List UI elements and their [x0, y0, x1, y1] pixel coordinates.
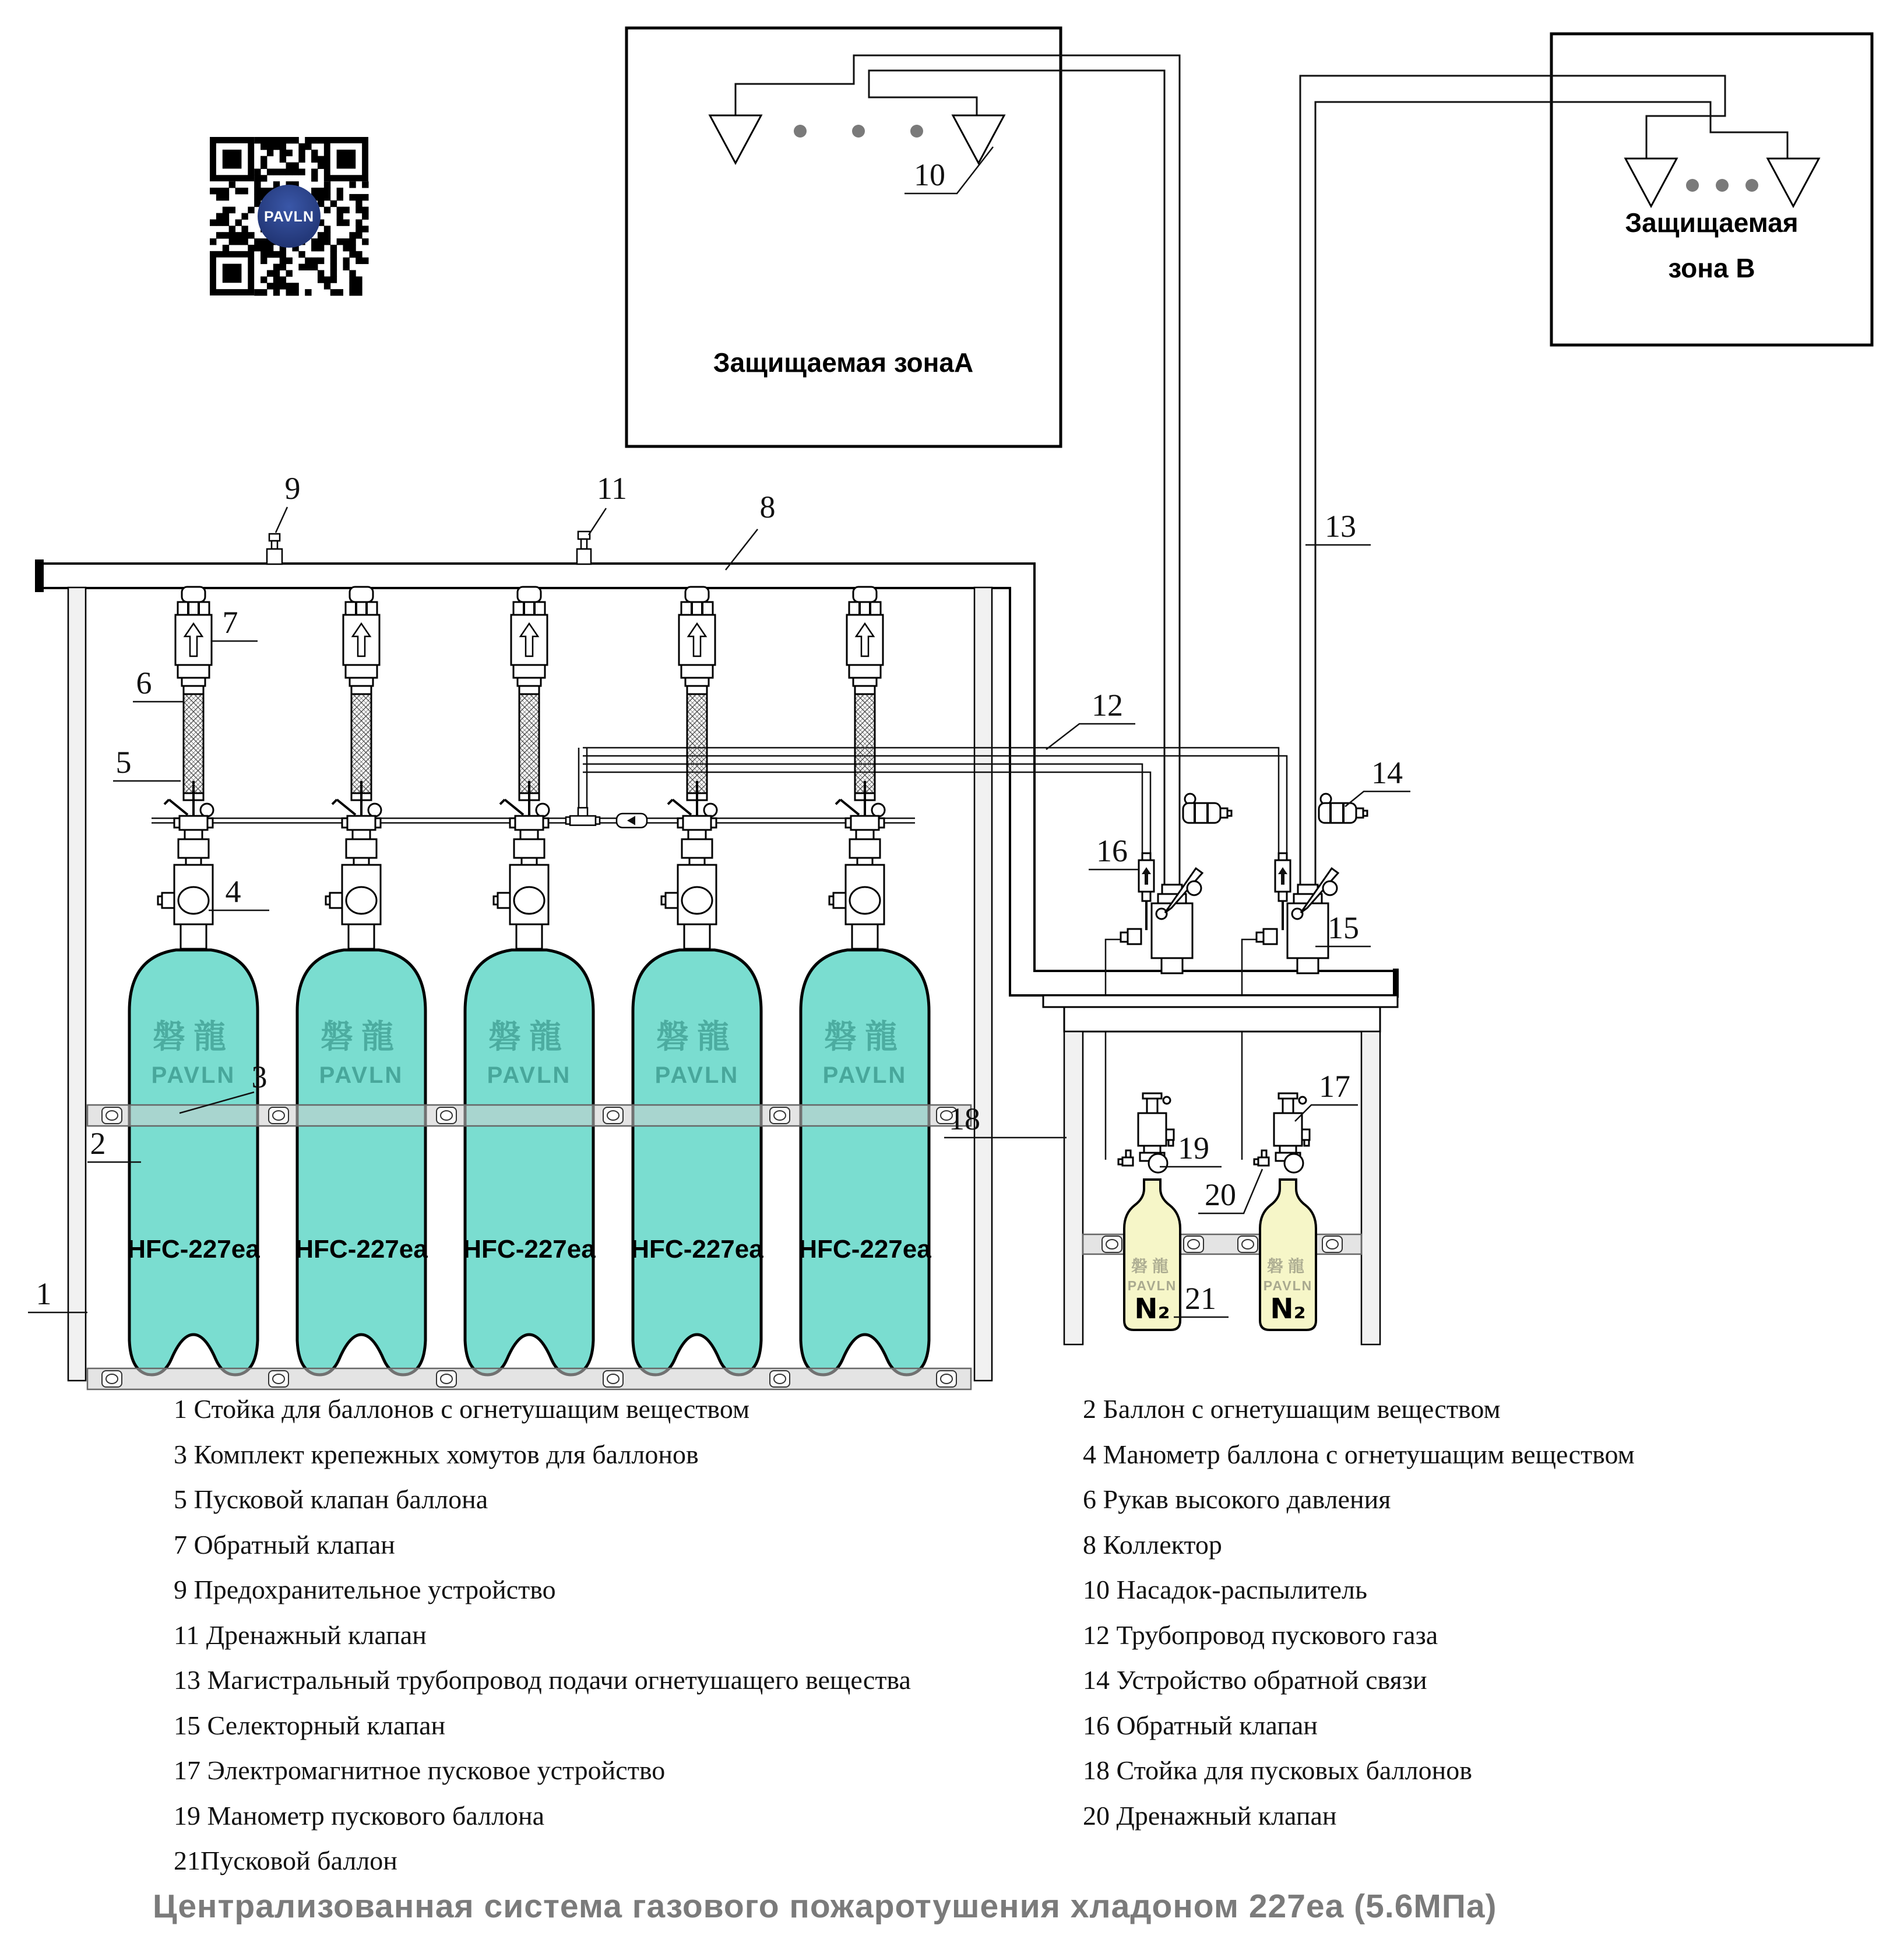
legend-item: 17 Электромагнитное пусковое устройство [174, 1755, 666, 1785]
qr-code [210, 137, 369, 296]
callout-17: 17 [1319, 1069, 1350, 1104]
cylinder-brand-cn: 磐龍 [153, 1018, 234, 1056]
svg-text:磐龍: 磐龍 [488, 1018, 570, 1056]
callout-15: 15 [1328, 910, 1359, 945]
callout-1: 1 [36, 1276, 52, 1311]
callout-13: 13 [1325, 509, 1356, 544]
legend-right-column [1083, 1386, 1635, 1838]
zone-b-label-line1: Защищаемая [1625, 207, 1799, 238]
svg-text:PAVLN: PAVLN [319, 1062, 404, 1088]
svg-text:磐龍: 磐龍 [824, 1018, 906, 1056]
qr-logo-text: PAVLN [263, 209, 315, 225]
svg-text:磐龍: 磐龍 [1131, 1256, 1174, 1276]
legend-item: 15 Селекторный клапан [174, 1710, 446, 1740]
callout-20: 20 [1205, 1177, 1236, 1212]
svg-text:HFC-227ea: HFC-227ea [798, 1235, 931, 1263]
legend-item: 18 Стойка для пусковых баллонов [1083, 1755, 1472, 1785]
legend-item: 11 Дренажный клапан [174, 1620, 427, 1650]
hfc-cylinder-2 [295, 587, 428, 1375]
zone-a-label: Защищаемая зонаА [713, 347, 974, 378]
callout-16: 16 [1096, 833, 1128, 868]
callout-11: 11 [597, 471, 627, 506]
legend-item: 14 Устройство обратной связи [1083, 1665, 1427, 1695]
zone-a-box [627, 28, 1061, 446]
callout-5: 5 [115, 745, 132, 780]
pilot-check-valve-icon [617, 814, 647, 828]
callout-3: 3 [251, 1060, 268, 1094]
legend-item: 6 Рукав высокого давления [1083, 1484, 1391, 1514]
legend-item: 16 Обратный клапан [1083, 1710, 1318, 1740]
zone-b-box [1551, 34, 1872, 345]
svg-text:磐龍: 磐龍 [656, 1018, 738, 1056]
hfc-cylinder-5 [798, 587, 931, 1375]
pilot-cylinder-label: N₂ [1134, 1293, 1170, 1325]
legend-item: 20 Дренажный клапан [1083, 1800, 1337, 1831]
callout-2: 2 [90, 1126, 106, 1161]
hfc-cylinder-4 [631, 587, 763, 1375]
svg-text:PAVLN: PAVLN [654, 1062, 740, 1088]
cylinder-brand-latin: PAVLN [151, 1062, 236, 1088]
callout-18: 18 [949, 1101, 980, 1136]
legend-left-column [174, 1386, 911, 1884]
callout-7: 7 [222, 605, 238, 640]
legend-item: 9 Предохранительное устройство [174, 1575, 556, 1604]
rack-post-left [68, 587, 86, 1381]
legend-item: 21Пусковой баллон [174, 1846, 397, 1875]
diagram-title: Централизованная система газового пожаротушения хладоном 227ea (5.6МПа) [153, 1888, 1497, 1925]
callout-10: 10 [914, 157, 945, 192]
legend-item: 10 Насадок-распылитель [1083, 1575, 1367, 1604]
drain-valve-manifold [577, 532, 591, 564]
svg-text:PAVLN: PAVLN [1263, 1278, 1313, 1293]
zone-b-label-line2: зона B [1668, 253, 1755, 283]
callout-19: 19 [1178, 1131, 1209, 1166]
callout-14: 14 [1371, 755, 1403, 790]
pilot-tee-fitting [566, 808, 600, 825]
svg-text:HFC-227ea: HFC-227ea [295, 1235, 428, 1263]
legend-item: 4 Манометр баллона с огнетушащим веществом [1083, 1439, 1635, 1469]
svg-text:磐龍: 磐龍 [1266, 1256, 1310, 1276]
rack-post-right [974, 587, 992, 1381]
legend-item: 19 Манометр пускового баллона [174, 1800, 545, 1831]
callout-12: 12 [1092, 688, 1123, 723]
legend-item: 13 Магистральный трубопровод подачи огнетушащего вещества [174, 1665, 911, 1695]
selector-valve-b [1257, 868, 1338, 973]
svg-text:HFC-227ea: HFC-227ea [463, 1235, 596, 1263]
legend-item: 8 Коллектор [1083, 1529, 1222, 1560]
pilot-bench [1043, 995, 1398, 1344]
callout-4: 4 [225, 874, 241, 909]
legend-item: 2 Баллон с огнетушащим веществом [1083, 1394, 1501, 1424]
selector-valve-a [1121, 868, 1202, 973]
callout-6: 6 [136, 666, 152, 701]
legend-item: 7 Обратный клапан [174, 1529, 395, 1560]
manifold-pipe [35, 559, 1399, 998]
svg-text:PAVLN: PAVLN [822, 1062, 907, 1088]
safety-device [267, 534, 282, 564]
pilot-cylinder-2 [1254, 1093, 1316, 1330]
callout-21: 21 [1185, 1281, 1216, 1316]
svg-text:PAVLN: PAVLN [487, 1062, 572, 1088]
legend-item: 5 Пусковой клапан баллона [174, 1484, 488, 1514]
svg-text:磐龍: 磐龍 [321, 1018, 402, 1056]
hfc-cylinder-1 [127, 587, 260, 1375]
legend-item: 12 Трубопровод пускового газа [1083, 1620, 1438, 1650]
feedback-device-a [1183, 794, 1231, 823]
legend-item: 1 Стойка для баллонов с огнетушащим веществом [174, 1394, 750, 1424]
legend-item: 3 Комплект крепежных хомутов для баллонов [174, 1439, 699, 1469]
callout-8: 8 [759, 490, 776, 525]
cylinder-label: HFC-227ea [127, 1235, 260, 1263]
pilot-cylinder-1 [1118, 1093, 1180, 1330]
feedback-device-b [1319, 794, 1367, 823]
svg-text:HFC-227ea: HFC-227ea [631, 1235, 763, 1263]
callout-9: 9 [284, 471, 301, 506]
hfc-cylinder-3 [463, 587, 596, 1375]
svg-text:PAVLN: PAVLN [1127, 1278, 1177, 1293]
svg-text:N₂: N₂ [1270, 1293, 1306, 1325]
